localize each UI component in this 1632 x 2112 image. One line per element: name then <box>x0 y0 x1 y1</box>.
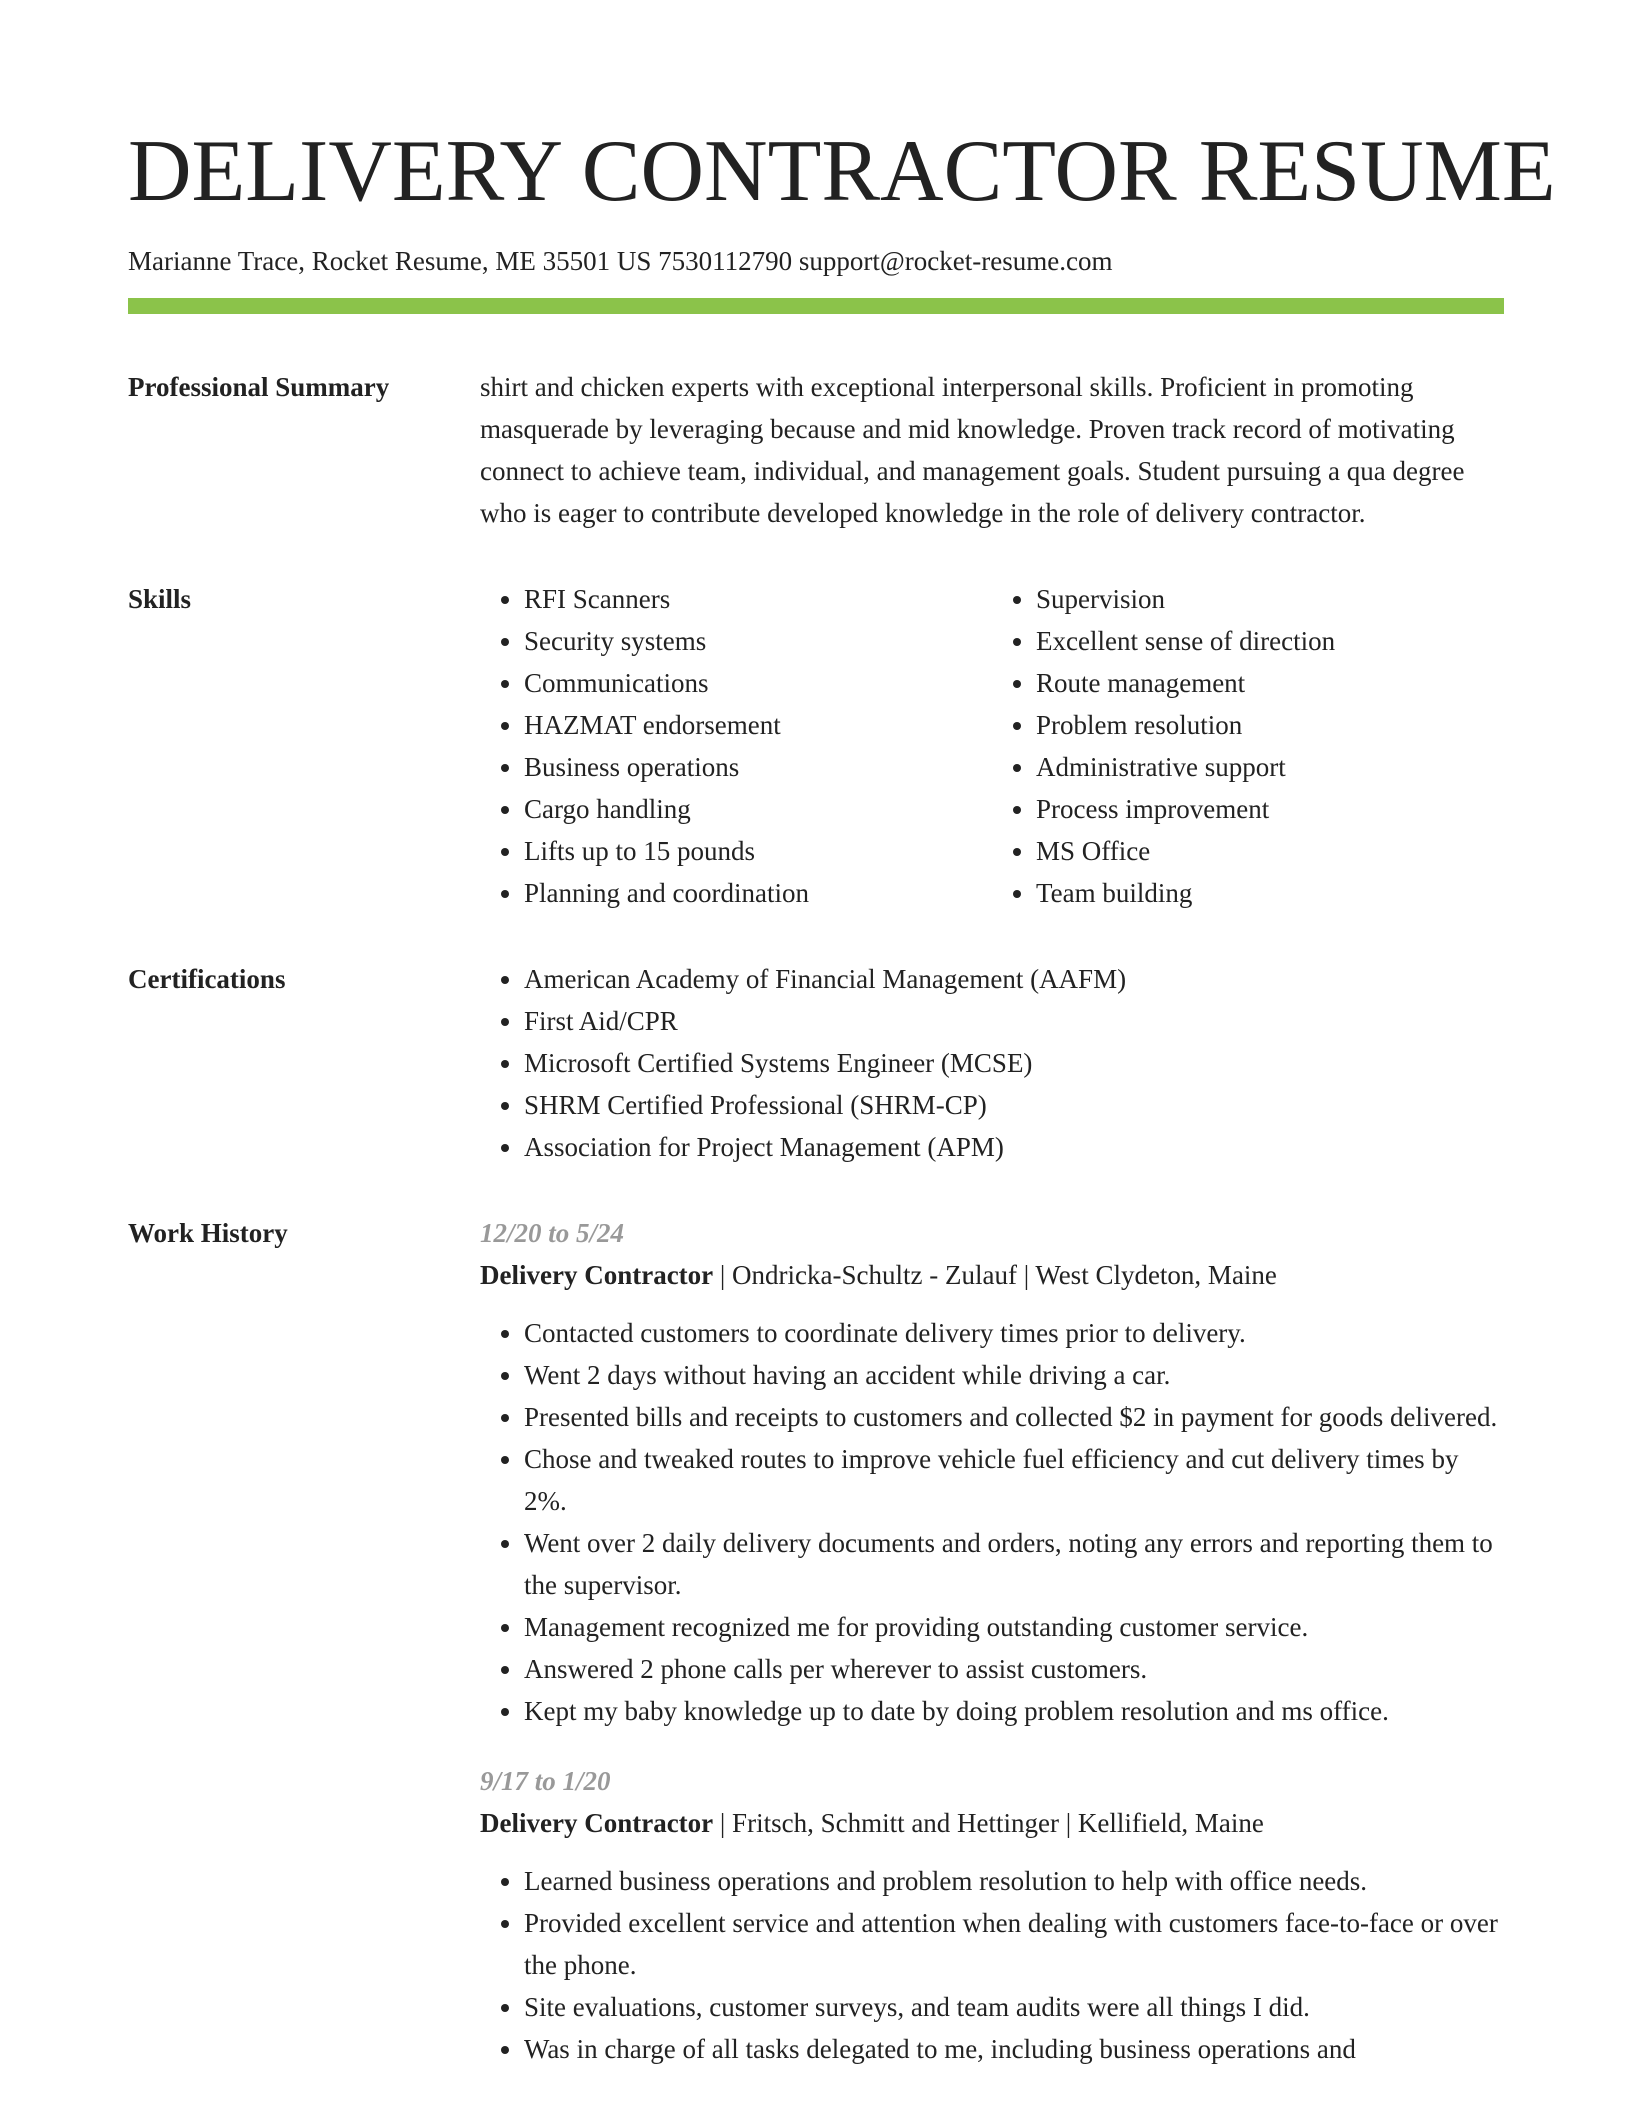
job-bullet: • Chose and tweaked routes to improve vehicle fuel efficiency and cut delivery times by 2%. <box>524 1438 1504 1522</box>
skill-item: • Lifts up to 15 pounds <box>524 830 992 872</box>
skills-section <box>128 578 1504 914</box>
contact-info: Marianne Trace, Rocket Resume, ME 35501 US 7530112790 support@rocket-resume.com <box>128 246 1113 276</box>
job-bullet: • Kept my baby knowledge up to date by doing problem resolution and ms office. <box>524 1690 1504 1732</box>
skill-item: • Business operations <box>524 746 992 788</box>
resume-page <box>128 0 1556 2070</box>
skill-item: • Excellent sense of direction <box>1036 620 1504 662</box>
job-dates: 12/20 to 5/24 <box>480 1218 625 1248</box>
summary-heading: Professional Summary <box>128 372 390 402</box>
job-bullet: • Management recognized me for providing outstanding customer service. <box>524 1606 1504 1648</box>
skill-item: • Planning and coordination <box>524 872 992 914</box>
skills-heading: Skills <box>128 584 192 614</box>
summary-text: shirt and chicken experts with exceptional interpersonal skills. Proficient in promoting masquerade by leveraging because and mid knowledge. Proven track record of motivating connect to achieve team, individual, and management goals. Student pursuing a qua degree who is eager to contribute developed knowledge in the role of delivery contractor. <box>480 372 1465 528</box>
job-header <box>480 1802 1504 1844</box>
job-details: | Fritsch, Schmitt and Hettinger | Kellifield, Maine <box>713 1808 1264 1838</box>
skill-item: • Problem resolution <box>1036 704 1504 746</box>
skill-item: • MS Office <box>1036 830 1504 872</box>
skill-item: • HAZMAT endorsement <box>524 704 992 746</box>
work-history-section <box>128 1212 1504 2070</box>
resume-title: DELIVERY CONTRACTOR RESUME <box>128 123 1556 220</box>
summary-section <box>128 366 1504 534</box>
job-bullet: • Answered 2 phone calls per wherever to assist customers. <box>524 1648 1504 1690</box>
job-bullet: • Went over 2 daily delivery documents and orders, noting any errors and reporting them to the supervisor. <box>524 1522 1504 1606</box>
job-entry <box>480 1212 1504 1732</box>
certifications-heading: Certifications <box>128 964 286 994</box>
skills-list-right <box>992 578 1504 914</box>
job-entry <box>480 1760 1504 2070</box>
skill-item: • Security systems <box>524 620 992 662</box>
certifications-section <box>128 958 1504 1168</box>
job-title: Delivery Contractor <box>480 1808 714 1838</box>
job-bullet: • Presented bills and receipts to customers and collected $2 in payment for goods delivered. <box>524 1396 1504 1438</box>
skill-item: • Supervision <box>1036 578 1504 620</box>
job-bullets <box>480 1312 1504 1732</box>
skill-item: • Administrative support <box>1036 746 1504 788</box>
skill-item: • RFI Scanners <box>524 578 992 620</box>
skill-item: • Communications <box>524 662 992 704</box>
job-bullet: • Contacted customers to coordinate delivery times prior to delivery. <box>524 1312 1504 1354</box>
skills-list-left <box>480 578 992 914</box>
skill-item: • Cargo handling <box>524 788 992 830</box>
job-bullet: • Learned business operations and problem resolution to help with office needs. <box>524 1860 1504 1902</box>
job-details: | Ondricka-Schultz - Zulauf | West Clydeton, Maine <box>713 1260 1277 1290</box>
job-bullet: • Provided excellent service and attention when dealing with customers face-to-face or over the phone. <box>524 1902 1504 1986</box>
job-title: Delivery Contractor <box>480 1260 714 1290</box>
certification-item: • Microsoft Certified Systems Engineer (MCSE) <box>524 1042 1504 1084</box>
job-bullet: • Site evaluations, customer surveys, and team audits were all things I did. <box>524 1986 1504 2028</box>
job-bullet: • Went 2 days without having an accident while driving a car. <box>524 1354 1504 1396</box>
job-bullet: • Was in charge of all tasks delegated to me, including business operations and <box>524 2028 1504 2070</box>
skill-item: • Route management <box>1036 662 1504 704</box>
job-header <box>480 1254 1504 1296</box>
job-dates: 9/17 to 1/20 <box>480 1766 611 1796</box>
certification-item: • First Aid/CPR <box>524 1000 1504 1042</box>
certification-item: • SHRM Certified Professional (SHRM-CP) <box>524 1084 1504 1126</box>
work-history-heading: Work History <box>128 1218 288 1248</box>
accent-divider <box>128 298 1504 314</box>
certification-item: • Association for Project Management (APM) <box>524 1126 1504 1168</box>
skill-item: • Process improvement <box>1036 788 1504 830</box>
skill-item: • Team building <box>1036 872 1504 914</box>
certifications-list <box>480 958 1504 1168</box>
certification-item: • American Academy of Financial Management (AAFM) <box>524 958 1504 1000</box>
job-bullets <box>480 1860 1504 2070</box>
